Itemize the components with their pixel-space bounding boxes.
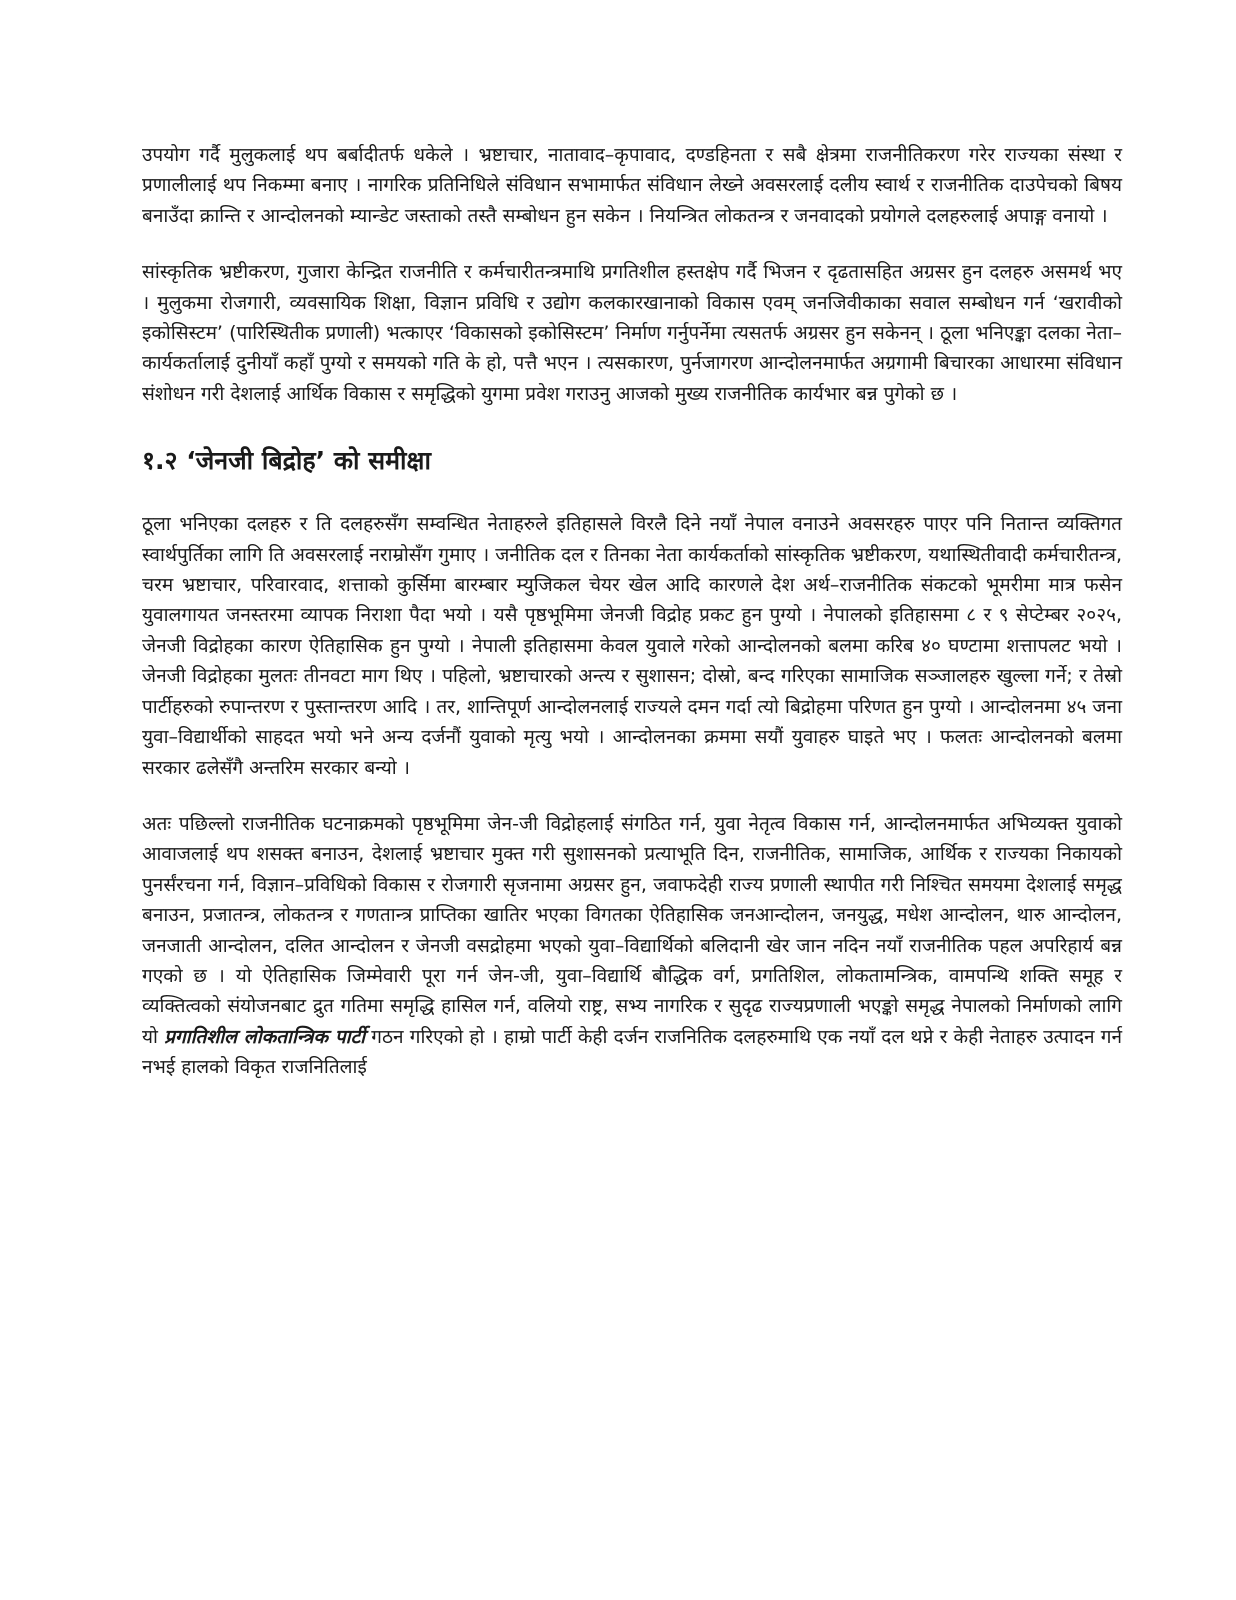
paragraph-text-before: अतः पछिल्लो राजनीतिक घटनाक्रमको पृष्ठभूमिमा जेन-जी विद्रोहलाई संगठित गर्न, युवा नेतृत्व विकास गर्न, आन्दोलनमार्फत अभिव्यक्त युवाको आवाजलाई थप शसक्त बनाउन, देशलाई भ्रष्टाचार मुक्त गरी सुशासनको प्रत्याभूति दिन, राजनीतिक, सामाजिक, आर्थिक र राज्यका निकायको पुनर्संरचना गर्न, विज्ञान–प्रविधिको विकास र रोजगारी सृजनामा अग्रसर हुन, जवाफदेही राज्य प्रणाली स्थापीत गरी निश्चित समयमा देशलाई समृद्ध बनाउन, प्रजातन्त्र, लोकतन्त्र र गणतान्त्र प्राप्तिका खातिर भएका विगतका ऐतिहासिक जनआन्दोलन, जनयुद्ध, मधेश आन्दोलन, थारु आन्दोलन, जनजाती आन्दोलन, दलित आन्दोलन र जेनजी वसद्रोहमा भएको युवा–विद्यार्थिको बलिदानी खेर जान नदिन नयाँ राजनीतिक पहल अपरिहार्य बन्न गएको छ । यो ऐतिहासिक जिम्मेवारी पूरा गर्न जेन-जी, युवा–विद्यार्थि बौद्धिक वर्ग, प्रगतिशिल, लोकतामन्त्रिक, वामपन्थि शक्ति समूह र व्यक्तित्वको संयोजनबाट द्रुत गतिमा समृद्धि हासिल गर्न, वलियो राष्ट्र, सभ्य नागरिक र सुदृढ राज्यप्रणाली भएङ्को समृद्ध नेपालको निर्माणको लागि यो (142, 812, 1122, 1048)
section-heading: १.२ ‘जेनजी बिद्रोह’ को समीक्षा (142, 446, 431, 476)
paragraph-cultural-corruption: सांस्कृतिक भ्रष्टीकरण, गुजारा केन्द्रित राजनीति र कर्मचारीतन्त्रमाथि प्रगतिशील हस्तक्षेप गर्दै भिजन र दृढतासहित अग्रसर हुन दलहरु असमर्थ भए । मुलुकमा रोजगारी, व्यवसायिक शिक्षा, विज्ञान प्रविधि र उद्योग कलकारखानाको विकास एवम् जनजिवीकाका सवाल सम्बोधन गर्न ‘खरावीको इकोसिस्टम’ (पारिस्थितीक प्रणाली) भत्काएर ‘विकासको इकोसिस्टम’ निर्माण गर्नुपर्नेमा त्यसतर्फ अग्रसर हुन सकेनन् । ठूला भनिएङ्का दलका नेता–कार्यकर्तालाई दुनीयाँ कहाँ पुग्यो र समयको गति के हो, पत्तै भएन । त्यसकारण, पुर्नजागरण आन्दोलनमार्फत अग्रगामी बिचारका आधारमा संविधान संशोधन गरी देशलाई आर्थिक विकास र समृद्धिको युगमा प्रवेश गराउनु आजको मुख्य राजनीतिक कार्यभार बन्न पुगेको छ । (142, 261, 1122, 405)
paragraph-context: उपयोग गर्दै मुलुकलाई थप बर्बादीतर्फ धकेले । भ्रष्टाचार, नातावाद–कृपावाद, दण्डहिनता र सबै क्षेत्रमा राजनीतिकरण गरेर राज्यका संस्था र प्रणालीलाई थप निकम्मा बनाए । नागरिक प्रतिनिधिले संविधान सभामार्फत संविधान लेख्ने अवसरलाई दलीय स्वार्थ र राजनीतिक दाउपेचको बिषय बनाउँदा क्रान्ति र आन्दोलनको म्यान्डेट जस्ताको तस्तै सम्बोधन हुन सकेन । नियन्त्रित लोकतन्त्र र जनवादको प्रयोगले दलहरुलाई अपाङ्ग वनायो । (142, 144, 1122, 227)
paragraph-genz-review: ठूला भनिएका दलहरु र ति दलहरुसँग सम्वन्धित नेताहरुले इतिहासले विरलै दिने नयाँ नेपाल वनाउने अवसरहरु पाएर पनि नितान्त व्यक्तिगत स्वार्थपुर्तिका लागि ति अवसरलाई नराम्रोसँग गुमाए । जनीतिक दल र तिनका नेता कार्यकर्ताको सांस्कृतिक भ्रष्टीकरण, यथास्थितीवादी कर्मचारीतन्त्र, चरम भ्रष्टाचार, परिवारवाद, शत्ताको कुर्सिमा बारम्बार म्युजिकल चेयर खेल आदि कारणले देश अर्थ–राजनीतिक संकटको भूमरीमा मात्र फसेन युवालगायत जनस्तरमा व्यापक निराशा पैदा भयो । यसै पृष्ठभूमिमा जेनजी विद्रोह प्रकट हुन पुग्यो । नेपालको इतिहासमा ८ र ९ सेप्टेम्बर २०२५, जेनजी विद्रोहका कारण ऐतिहासिक हुन पुग्यो । नेपाली इतिहासमा केवल युवाले गरेको आन्दोलनको बलमा करिब ४० घण्टामा शत्तापलट भयो । जेनजी विद्रोहका मुलतः तीनवटा माग थिए । पहिलो, भ्रष्टाचारको अन्त्य र सुशासन; दोस्रो, बन्द गरिएका सामाजिक सञ्जालहरु खुल्ला गर्ने; र तेस्रो पार्टीहरुको रुपान्तरण र पुस्तान्तरण आदि । तर, शान्तिपूर्ण आन्दोलनलाई राज्यले दमन गर्दा त्यो बिद्रोहमा परिणत हुन पुग्यो । आन्दोलनमा ४५ जना युवा–विद्यार्थीको साहदत भयो भने अन्य दर्जनौं युवाको मृत्यु भयो । आन्दोलनका क्रममा सयौं युवाहरु घाइते भए । फलतः आन्दोलनको बलमा सरकार ढलेसँगै अन्तरिम सरकार बन्यो । (142, 513, 1122, 779)
paragraph-text-after: गठन गरिएको हो । हाम्रो पार्टी केही दर्जन राजनितिक दलहरुमाथि एक नयाँ दल थप्ने र केही नेताहरु उत्पादन गर्न नभई हालको विकृत राजनितिलाई (142, 1025, 1123, 1079)
document-page (142, 140, 1122, 1109)
party-name-emphasis: प्रगातिशील लोकतान्त्रिक पार्टी (164, 1025, 366, 1048)
paragraph-party-formation (142, 809, 1122, 1083)
